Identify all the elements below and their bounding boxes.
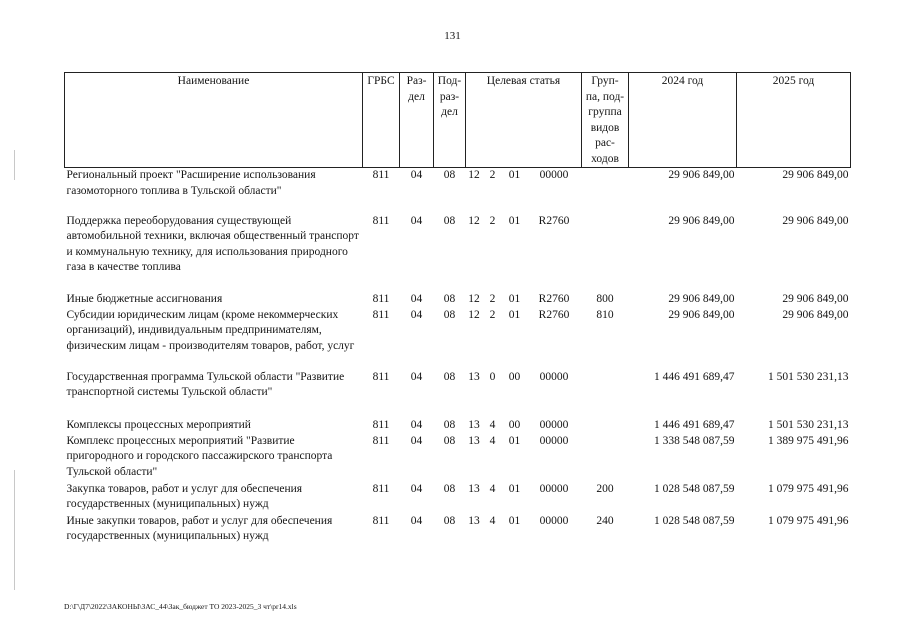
row-target-direction: R2760 <box>538 292 570 305</box>
header-section: Раз- дел <box>400 73 434 168</box>
row-expense-group <box>582 168 629 214</box>
row-target-direction: 00000 <box>539 370 569 383</box>
table-row <box>65 514 851 546</box>
row-target-subprogram: 4 <box>489 434 496 447</box>
row-section: 04 <box>410 370 423 383</box>
row-grbs: 811 <box>372 514 390 527</box>
row-amount-2024: 29 906 849,00 <box>668 214 735 227</box>
row-target-direction: 00000 <box>539 434 569 447</box>
row-amount-2025: 1 079 975 491,96 <box>768 514 849 527</box>
row-target-subprogram: 2 <box>489 308 496 321</box>
header-2025: 2025 год <box>737 73 851 168</box>
row-section: 04 <box>410 418 423 431</box>
row-section: 04 <box>410 514 423 527</box>
row-target-event: 01 <box>508 214 521 227</box>
row-subsection: 08 <box>443 482 456 495</box>
row-expense-group <box>582 214 629 292</box>
row-expense-group: 200 <box>596 482 614 495</box>
row-expense-group: 800 <box>596 292 614 305</box>
row-target-direction: 00000 <box>539 514 569 527</box>
row-section: 04 <box>410 214 423 227</box>
row-amount-2025: 29 906 849,00 <box>782 214 849 227</box>
table-row <box>65 418 851 434</box>
row-target-direction: 00000 <box>539 482 569 495</box>
row-target-event: 00 <box>508 418 521 431</box>
row-target-direction: 00000 <box>539 418 569 431</box>
row-target-subprogram: 4 <box>489 514 496 527</box>
header-name: Наименование <box>65 73 363 168</box>
margin-scan-line <box>14 470 15 590</box>
row-target-direction: R2760 <box>538 308 570 321</box>
row-section: 04 <box>410 434 423 447</box>
row-target-subprogram: 4 <box>489 482 496 495</box>
row-expense-group <box>582 370 629 418</box>
table-header-row <box>65 73 851 168</box>
row-name: Иные бюджетные ассигнования <box>66 292 223 305</box>
row-amount-2024: 1 446 491 689,47 <box>654 370 735 383</box>
margin-scan-line <box>14 150 15 180</box>
table-row <box>65 370 851 418</box>
row-target-subprogram: 2 <box>489 214 496 227</box>
row-name: Комплекс процессных мероприятий "Развитие пригородного и городского пассажирского транспорта Тульской области" <box>66 434 333 478</box>
row-amount-2025: 29 906 849,00 <box>782 169 849 181</box>
row-amount-2025: 1 501 530 231,13 <box>768 418 849 431</box>
row-amount-2024: 29 906 849,00 <box>668 308 735 321</box>
row-amount-2025: 29 906 849,00 <box>782 292 849 305</box>
row-subsection: 08 <box>443 292 456 305</box>
row-target-program: 12 <box>468 169 480 181</box>
row-grbs: 811 <box>372 370 390 383</box>
table-row <box>65 292 851 308</box>
row-amount-2025: 29 906 849,00 <box>782 308 849 321</box>
table-row <box>65 168 851 214</box>
row-target-program: 12 <box>468 292 480 305</box>
row-subsection: 08 <box>443 418 456 431</box>
row-target-subprogram: 2 <box>489 169 496 181</box>
row-expense-group <box>582 418 629 434</box>
row-target-program: 13 <box>468 370 480 383</box>
row-target-event: 01 <box>508 482 521 495</box>
row-grbs: 811 <box>372 308 390 321</box>
row-target-subprogram: 2 <box>489 292 496 305</box>
row-name: Субсидии юридическим лицам (кроме некоммерческих организаций), индивидуальным предпринимателям, физическим лицам - производителям товаров, работ, услуг <box>66 308 355 352</box>
row-grbs: 811 <box>372 214 390 227</box>
row-name: Поддержка переоборудования существующей автомобильной техники, включая общественный транспорт и коммунальную технику, для использования природного газа в качестве топлива <box>66 214 359 273</box>
row-target-event: 01 <box>508 434 521 447</box>
row-amount-2024: 1 446 491 689,47 <box>654 418 735 431</box>
row-target-event: 01 <box>508 292 521 305</box>
table-row <box>65 214 851 292</box>
row-name: Государственная программа Тульской области "Развитие транспортной системы Тульской области" <box>66 370 345 398</box>
row-grbs: 811 <box>372 418 390 431</box>
table-row <box>65 482 851 514</box>
row-subsection: 08 <box>443 370 456 383</box>
row-grbs: 811 <box>372 169 390 181</box>
row-expense-group: 810 <box>596 308 614 321</box>
row-target-direction: 00000 <box>539 169 569 181</box>
row-target-program: 13 <box>468 434 480 447</box>
row-amount-2024: 1 338 548 087,59 <box>654 434 735 447</box>
row-expense-group: 240 <box>596 514 614 527</box>
row-subsection: 08 <box>443 434 456 447</box>
page-number: 131 <box>444 30 461 42</box>
row-name: Комплексы процессных мероприятий <box>66 418 251 431</box>
row-amount-2025: 1 501 530 231,13 <box>768 370 849 383</box>
row-target-event: 00 <box>508 370 521 383</box>
row-amount-2025: 1 389 975 491,96 <box>768 434 849 447</box>
row-name: Иные закупки товаров, работ и услуг для обеспечения государственных (муниципальных) нужд <box>66 514 333 542</box>
row-target-event: 01 <box>508 308 521 321</box>
row-grbs: 811 <box>372 482 390 495</box>
row-subsection: 08 <box>443 169 456 181</box>
row-expense-group <box>582 434 629 482</box>
file-path-footer: D:\Г\Д7\2022\ЗАКОНЫ\ЗАС_44\Зак_бюджет ТО 2023-2025_3 чт\pr14.xls <box>64 602 297 611</box>
row-amount-2025: 1 079 975 491,96 <box>768 482 849 495</box>
row-target-program: 12 <box>468 308 480 321</box>
row-subsection: 08 <box>443 214 456 227</box>
row-target-subprogram: 0 <box>489 370 496 383</box>
row-target-program: 13 <box>468 418 480 431</box>
header-expense-group: Груп- па, под- группа видов рас- ходов <box>582 73 629 168</box>
row-subsection: 08 <box>443 308 456 321</box>
row-target-event: 01 <box>508 514 521 527</box>
row-section: 04 <box>410 308 423 321</box>
table-row <box>65 434 851 482</box>
table-row <box>65 308 851 370</box>
row-target-program: 13 <box>468 482 480 495</box>
row-amount-2024: 29 906 849,00 <box>668 292 735 305</box>
row-amount-2024: 29 906 849,00 <box>668 169 735 181</box>
row-subsection: 08 <box>443 514 456 527</box>
row-grbs: 811 <box>372 434 390 447</box>
row-name: Закупка товаров, работ и услуг для обеспечения государственных (муниципальных) нужд <box>66 482 303 510</box>
row-target-direction: R2760 <box>538 214 570 227</box>
row-target-program: 12 <box>468 214 480 227</box>
row-target-program: 13 <box>468 514 480 527</box>
header-subsection: Под- раз- дел <box>434 73 466 168</box>
budget-table <box>64 72 851 546</box>
header-2024: 2024 год <box>629 73 737 168</box>
row-target-subprogram: 4 <box>489 418 496 431</box>
row-section: 04 <box>410 292 423 305</box>
row-target-event: 01 <box>508 169 521 181</box>
row-amount-2024: 1 028 548 087,59 <box>654 482 735 495</box>
row-name: Региональный проект "Расширение использования газомоторного топлива в Тульской области" <box>66 169 316 197</box>
header-target-article: Целевая статья <box>466 73 582 168</box>
row-section: 04 <box>410 169 423 181</box>
header-grbs: ГРБС <box>363 73 400 168</box>
row-section: 04 <box>410 482 423 495</box>
row-grbs: 811 <box>372 292 390 305</box>
row-amount-2024: 1 028 548 087,59 <box>654 514 735 527</box>
